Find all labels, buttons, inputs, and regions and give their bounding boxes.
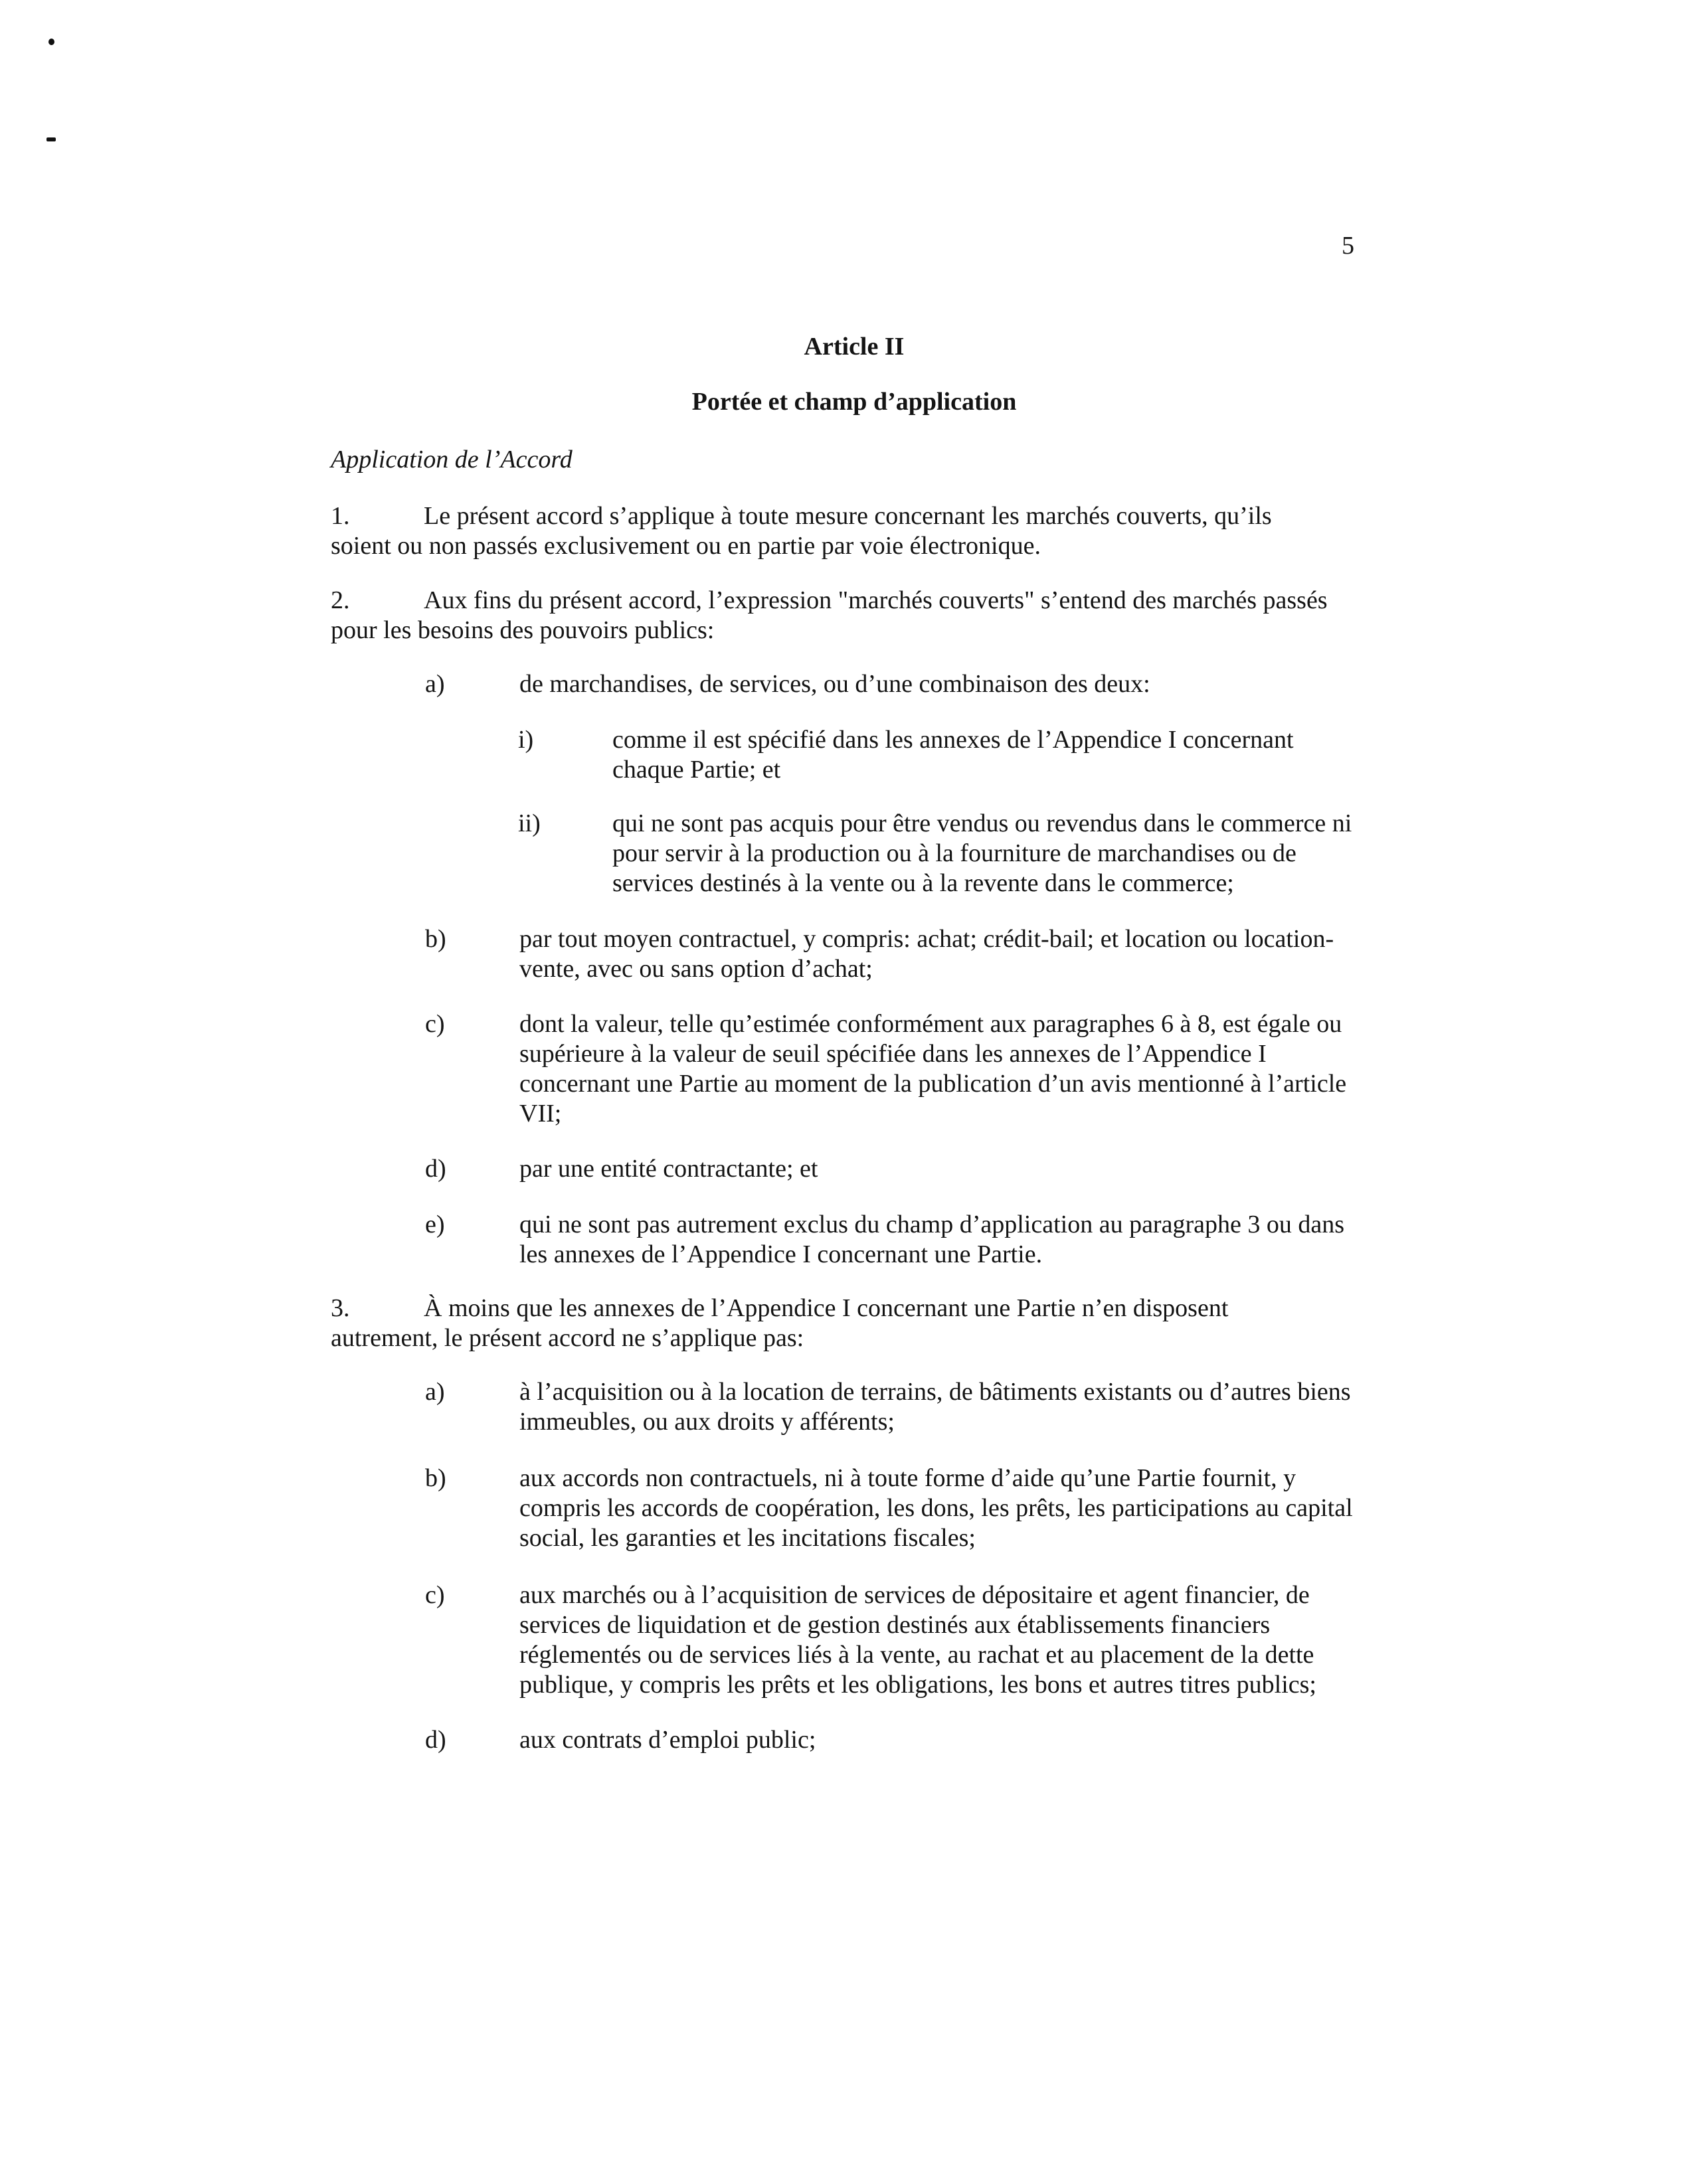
list-item-label: a) — [425, 1378, 445, 1406]
list-item-text: à l’acquisition ou à la location de terrains, de bâtiments existants ou d’autres biens immeubles, ou aux droits y afférents; — [519, 1378, 1351, 1436]
section-heading: Application de l’Accord — [331, 446, 573, 473]
list-item-3b — [425, 1464, 1368, 1553]
list-item-label: c) — [425, 1581, 445, 1609]
list-item-label: b) — [425, 925, 446, 953]
article-subtitle: Portée et champ d’application — [691, 388, 1017, 416]
list-item-label: a) — [425, 670, 445, 698]
paragraph-3 — [331, 1294, 1367, 1353]
paragraph-3-line-1 — [331, 1294, 1367, 1323]
paragraph-number: 3. — [331, 1294, 350, 1322]
list-item-3a — [425, 1377, 1368, 1437]
list-item-2c — [425, 1009, 1368, 1129]
paragraph-2-line-2: pour les besoins des pouvoirs publics: — [331, 616, 715, 644]
list-item-text: de marchandises, de services, ou d’une combinaison des deux: — [519, 670, 1150, 698]
article-title: Article II — [804, 333, 905, 361]
paragraph-2-line-1 — [331, 586, 1367, 616]
list-item-text: par une entité contractante; et — [519, 1155, 818, 1183]
paragraph-3-line-2: autrement, le présent accord ne s’applique pas: — [331, 1324, 804, 1352]
list-item-2d — [425, 1154, 1368, 1184]
paragraph-text: Aux fins du présent accord, l’expression "marchés couverts" s’entend des marchés passés — [424, 586, 1328, 614]
scan-mark-dash — [46, 137, 56, 141]
list-item-3d — [425, 1725, 1368, 1755]
list-item-2a-i — [518, 725, 1368, 785]
paragraph-1 — [331, 501, 1367, 561]
list-item-label: ii) — [518, 809, 541, 837]
list-item-text: comme il est spécifié dans les annexes de l’Appendice I concernant chaque Partie; et — [612, 726, 1294, 784]
list-item-label: e) — [425, 1211, 445, 1238]
paragraph-number: 1. — [331, 502, 350, 530]
paragraph-text: Le présent accord s’applique à toute mesure concernant les marchés couverts, qu’ils — [424, 502, 1272, 530]
list-item-2e — [425, 1210, 1368, 1270]
list-item-text: aux accords non contractuels, ni à toute forme d’aide qu’une Partie fournit, y compris les accords de coopération, les dons, les prêts, les participations au capital social, les garanties et les incitations fiscales; — [519, 1464, 1353, 1552]
list-item-label: c) — [425, 1010, 445, 1038]
list-item-2b — [425, 924, 1368, 984]
list-item-text: qui ne sont pas autrement exclus du champ d’application au paragraphe 3 ou dans les annexes de l’Appendice I concernant une Partie. — [519, 1211, 1344, 1268]
page-number: 5 — [1342, 232, 1354, 260]
list-item-label: b) — [425, 1464, 446, 1492]
list-item-label: d) — [425, 1726, 446, 1754]
paragraph-2 — [331, 586, 1367, 645]
paragraph-number: 2. — [331, 586, 350, 614]
list-item-text: qui ne sont pas acquis pour être vendus ou revendus dans le commerce ni pour servir à la production ou à la fourniture de marchandises ou de services destinés à la vente ou à la revente dans le commerce; — [612, 809, 1352, 897]
list-item-text: aux marchés ou à l’acquisition de services de dépositaire et agent financier, de services de liquidation et de gestion destinés aux établissements financiers réglementés ou de services liés à la vente, au rachat et au placement de la dette publique, y compris les prêts et les obligations, les bons et autres titres publics; — [519, 1581, 1316, 1699]
list-item-text: dont la valeur, telle qu’estimée conformément aux paragraphes 6 à 8, est égale ou supérieure à la valeur de seuil spécifiée dans les annexes de l’Appendice I concernant une Partie au moment de la publication d’un avis mentionné à l’article VII; — [519, 1010, 1347, 1128]
list-item-label: d) — [425, 1155, 446, 1183]
list-item-text: par tout moyen contractuel, y compris: achat; crédit-bail; et location ou location-vente, avec ou sans option d’achat; — [519, 925, 1334, 983]
list-item-2a — [425, 669, 1368, 699]
list-item-3c — [425, 1580, 1368, 1700]
list-item-label: i) — [518, 726, 534, 754]
scan-mark-dot — [48, 39, 54, 45]
paragraph-1-line-1 — [331, 501, 1367, 531]
paragraph-1-line-2: soient ou non passés exclusivement ou en partie par voie électronique. — [331, 532, 1041, 560]
list-item-2a-ii — [518, 809, 1368, 898]
list-item-text: aux contrats d’emploi public; — [519, 1726, 816, 1754]
paragraph-text: À moins que les annexes de l’Appendice I concernant une Partie n’en disposent — [424, 1294, 1229, 1322]
